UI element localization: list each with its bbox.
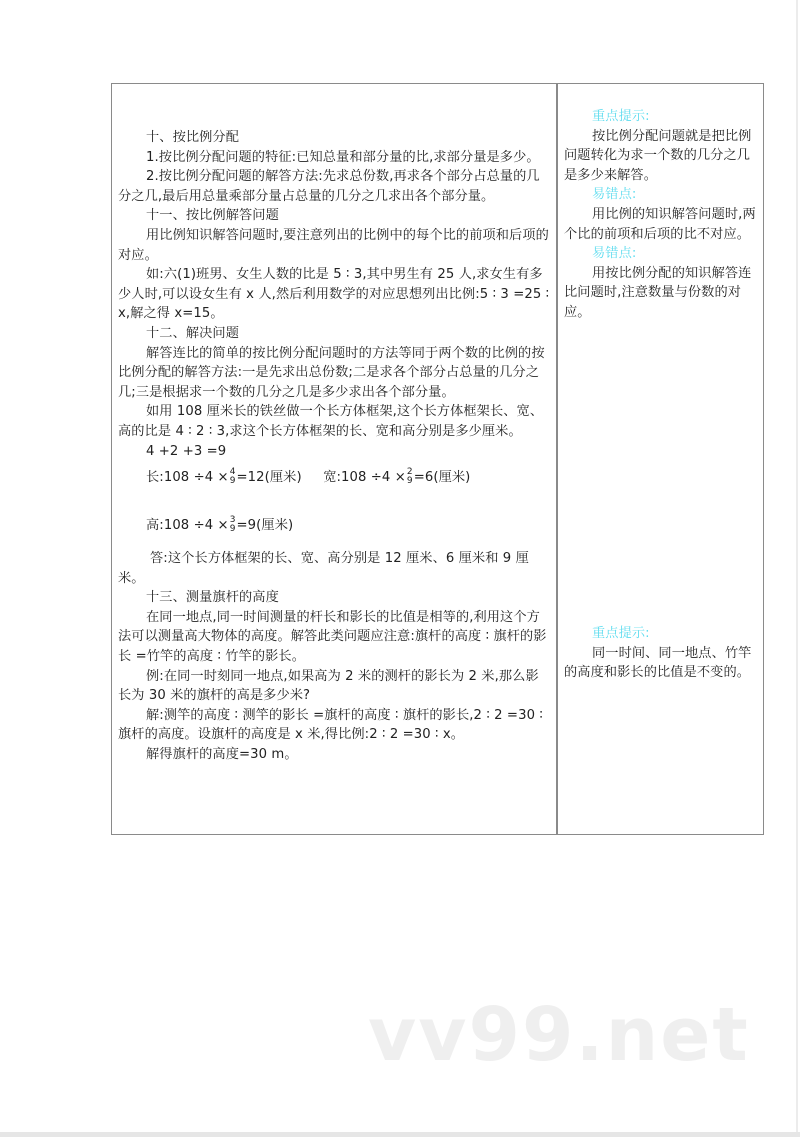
- column-divider: [556, 84, 558, 834]
- spacer: [118, 495, 550, 509]
- section-10-title: 十、按比例分配: [146, 130, 240, 145]
- formula-height: [118, 509, 550, 543]
- error-point-label-1: 易错点:: [592, 187, 637, 203]
- formula-sum: 4 +2 +3 =9: [146, 443, 227, 459]
- formula-length-suffix: =12(厘米): [236, 470, 302, 486]
- formula-length-prefix: 长:108 ÷4 ×: [146, 470, 229, 486]
- section-12-paragraph-2: 如用 108 厘米长的铁丝做一个长方体框架,这个长方体框架长、宽、高的比是 4 ∶ 2 ∶ 3,求这个长方体框架的长、宽和高分别是多少厘米。: [118, 404, 544, 439]
- fraction-denominator: 9: [229, 524, 236, 535]
- watermark: vv99.net: [368, 992, 750, 1078]
- key-hint-label-1: 重点提示:: [592, 109, 650, 124]
- section-11-title: 十一、按比例解答问题: [146, 208, 279, 224]
- section-12-answer: 答:这个长方体框架的长、宽、高分别是 12 厘米、6 厘米和 9 厘米。: [118, 551, 529, 586]
- fraction-length: [230, 468, 236, 486]
- formula-length-width: [118, 461, 550, 495]
- section-13-paragraph-1: 在同一地点,同一时间测量的杆长和影长的比值是相等的,利用这个方法可以测量高大物体的高度。解答此类问题应注意:旗杆的高度 ∶ 旗杆的影长 =竹竿的高度 ∶ 竹竿的影长。: [118, 609, 547, 665]
- main-content-column: [118, 128, 550, 765]
- section-11-paragraph-1: 用比例知识解答问题时,要注意列出的比例中的每个比的前项和后项的对应。: [118, 227, 549, 263]
- section-11-paragraph-2: 如:六(1)班男、女生人数的比是 5 ∶ 3,其中男生有 25 人,求女生有多少人时,可以设女生有 x 人,然后利用数学的对应思想列出比例:5 ∶ 3 =25 ∶ x,解之得 x=15。: [118, 267, 550, 322]
- fraction-numerator: 4: [229, 467, 236, 478]
- key-hint-text-1: 按比例分配问题就是把比例问题转化为求一个数的几分之几是多少来解答。: [564, 128, 752, 183]
- fraction-denominator: 9: [229, 476, 236, 487]
- fraction-width: [407, 468, 413, 486]
- key-hint-text-2: 同一时间、同一地点、竹竿的高度和影长的比值是不变的。: [564, 645, 752, 681]
- formula-width-suffix: =6(厘米): [413, 470, 471, 486]
- section-12-title: 十二、解决问题: [146, 325, 240, 341]
- section-13-paragraph-2: 例:在同一时刻同一地点,如果高为 2 米的测杆的影长为 2 米,那么影长为 30 米的旗杆的高是多少米?: [118, 668, 539, 704]
- fraction-numerator: 2: [406, 467, 413, 478]
- page-edge-bottom: [0, 1132, 800, 1137]
- key-hint-label-2: 重点提示:: [592, 626, 650, 641]
- section-10-paragraph-2: 2.按比例分配问题的解答方法:先求总份数,再求各个部分占总量的几分之几,最后用总量乘部分量占总量的几分之几求出各个部分量。: [118, 169, 540, 204]
- fraction-numerator: 3: [229, 515, 236, 526]
- formula-height-suffix: =9(厘米): [236, 518, 294, 534]
- error-point-text-2: 用按比例分配的知识解答连比问题时,注意数量与份数的对应。: [564, 265, 752, 320]
- error-point-text-1: 用比例的知识解答问题时,两个比的前项和后项的比不对应。: [564, 206, 756, 242]
- formula-height-prefix: 高:108 ÷4 ×: [146, 518, 229, 534]
- notes-column-top: [564, 107, 756, 323]
- page-edge-right: [796, 0, 798, 1133]
- fraction-height: [230, 516, 236, 534]
- section-12-paragraph-1: 解答连比的简单的按比例分配问题时的方法等同于两个数的比例的按比例分配的解答方法:一是先求出总份数;二是求各个部分占总量的几分之几;三是根据求一个数的几分之几是多少求出各个部分量。: [118, 345, 545, 400]
- section-13-paragraph-3: 解:测竿的高度 ∶ 测竿的影长 =旗杆的高度 ∶ 旗杆的影长,2 ∶ 2 =30 ∶ 旗杆的高度。设旗杆的高度是 x 米,得比例:2 ∶ 2 =30 ∶ x。: [118, 707, 543, 743]
- section-10-paragraph-1: 1.按比例分配问题的特征:已知总量和部分量的比,求部分量是多少。: [146, 149, 540, 165]
- lesson-table: [111, 83, 764, 835]
- fraction-denominator: 9: [406, 476, 413, 487]
- section-13-title: 十三、测量旗杆的高度: [146, 590, 279, 606]
- notes-column-bottom: [564, 624, 756, 683]
- error-point-label-2: 易错点:: [592, 246, 637, 262]
- formula-width-prefix: 宽:108 ÷4 ×: [323, 470, 406, 486]
- section-13-paragraph-4: 解得旗杆的高度=30 m。: [146, 747, 298, 763]
